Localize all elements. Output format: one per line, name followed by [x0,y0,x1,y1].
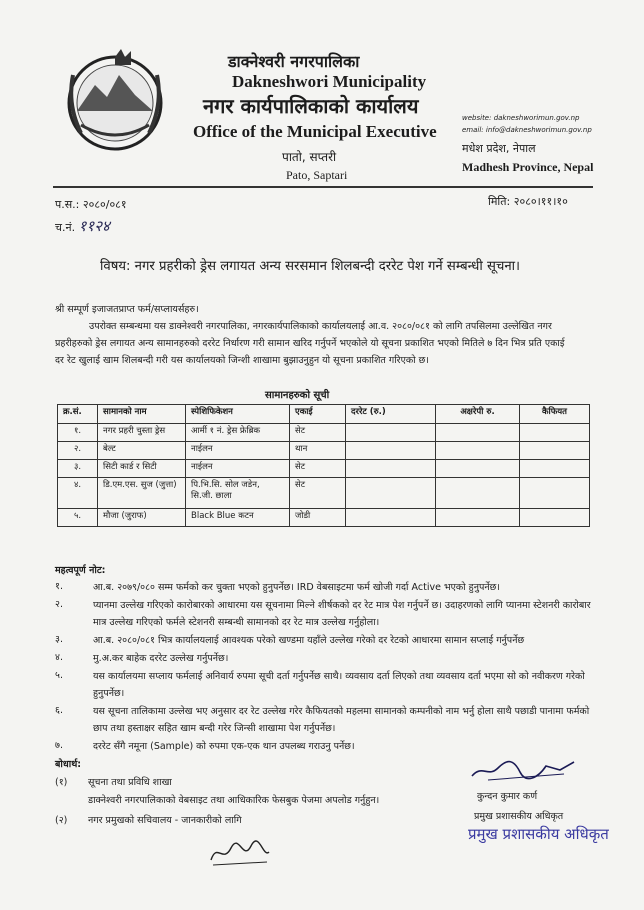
place-np: पातो, सप्तरी [282,150,337,164]
cell-sn: ४. [58,478,98,509]
ref-label: च.नं. [55,221,76,234]
note-number: ५. [55,670,63,681]
cell-remarks [520,442,590,460]
note-text: यस सूचना तालिकामा उल्लेख भए अनुसार दर रेट उल्लेख गरेर कैफियतको महलमा सामानको कम्पनीको नाम भर्नु होला साथै पछाडी पानामा फर्मको छाप तथा हस्ताक्षर सहित खाम बन्दी गरेर जिन्सी शाखामा पेश गर्नुपर्नेछ। [93,706,590,734]
bodhartha-title: बोधार्थ: [55,759,82,770]
note-item [55,738,595,755]
note-text: प्यानमा उल्लेख गरिएको कारोबारको आधारमा यस सूचनामा मिल्ने शीर्षकको दर रेट मात्र पेश गर्नुपर्ने छ। उदाहरणको लागि प्यानमा स्टेशनरी कारोबार मात्र उल्लेख गरिएको फर्मले स्टेशनरी सम्बन्धी सामानको दर रेट मात्र उल्लेख गर्नुहोला। [93,600,591,628]
cell-sn: १. [58,424,98,442]
table-row [58,509,590,527]
cell-name: मौजा (जुराफ) [98,509,186,527]
initials-signature-icon [205,838,275,868]
col-header: सामानको नाम [98,405,186,424]
cell-name: सिटी कार्ड र सिटी [98,460,186,478]
cell-sn: ३. [58,460,98,478]
note-item [55,597,595,631]
table-row [58,478,590,509]
note-number: २. [55,599,63,610]
table-row [58,460,590,478]
cell-spec: नाईलन [186,442,290,460]
cell-unit: सेट [290,424,346,442]
note-item [55,650,595,667]
col-header: अक्षरेपी रु. [436,405,520,424]
table-title: सामानहरुको सूची [265,390,330,401]
cell-sn: २. [58,442,98,460]
col-header: एकाई [290,405,346,424]
salutation: श्री सम्पूर्ण इजाजतप्राप्त फर्म/सप्लायर्सहरु। [55,304,199,315]
cell-remarks [520,424,590,442]
cell-rate [346,460,436,478]
note-item [55,668,595,702]
cell-name: नगर प्रहरी चुस्ता ड्रेस [98,424,186,442]
note-item [55,703,595,737]
cell-words [436,478,520,509]
col-header: क्र.सं. [58,405,98,424]
note-text: आ.ब. २०७९/०८० सम्म फर्मको कर चुक्ता भएको हुनुपर्नेछ। IRD वेबसाइटमा फर्म खोजी गर्दा Active भएको हुनुपर्नेछ। [93,582,500,593]
bodhartha-number: (२) [55,815,68,826]
website-text: website: dakneshworimun.gov.np [462,114,580,122]
subject-line: विषय: नगर प्रहरीको ड्रेस लगायत अन्य सरसमान शिलबन्दी दररेट पेश गर्ने सम्बन्धी सूचना। [100,259,521,274]
officer-signature-icon [468,756,578,782]
cell-spec: नाईलन [186,460,290,478]
table-row [58,424,590,442]
cell-sn: ५. [58,509,98,527]
cell-name: बेल्ट [98,442,186,460]
table-header-row [58,405,590,424]
cell-words [436,509,520,527]
note-number: ६. [55,705,63,716]
cell-unit: सेट [290,478,346,509]
cell-words [436,442,520,460]
cell-spec: Black Blue कटन [186,509,290,527]
bodhartha-number: (१) [55,777,68,788]
officer-stamp: प्रमुख प्रशासकीय अधिकृत [468,825,609,843]
cell-spec: पि.भि.सि. सोल जडेन, सि.जी. छाला [186,478,290,509]
cell-words [436,460,520,478]
cell-words [436,424,520,442]
notice-date: मिति: २०८०।११।१० [488,195,568,208]
header-divider [53,186,593,188]
cell-rate [346,424,436,442]
cell-rate [346,478,436,509]
note-text: आ.ब. २०८०/०८१ भित्र कार्यालयलाई आवश्यक परेको खण्डमा यहाँले उल्लेख गरेको दर रेटको आधारमा सामान सप्लाई गर्नुपर्नेछ [93,635,525,646]
province-np: मधेश प्रदेश, नेपाल [462,142,536,155]
cell-unit: थान [290,442,346,460]
office-name-en: Office of the Municipal Executive [193,122,437,141]
note-number: १. [55,581,63,592]
bodhartha-recipient: सूचना तथा प्रविधि शाखा [88,777,172,788]
note-text: मु.अ.कर बाहेक दररेट उल्लेख गर्नुपर्नेछ। [93,653,229,664]
cell-name: डि.एम.एस. सुज (जुत्ता) [98,478,186,509]
office-name-np: नगर कार्यपालिकाको कार्यालय [203,94,419,118]
bodhartha-recipient: नगर प्रमुखको सचिवालय - जानकारीको लागि [88,815,242,826]
officer-name: कुन्दन कुमार कर्ण [477,791,538,802]
note-text: दररेट सँगै नमूना (Sample) को रुपमा एक-एक थान उपलब्ध गराउनु पर्नेछ। [93,741,355,752]
cell-unit: जोडी [290,509,346,527]
body-paragraph: उपरोक्त सम्बन्धमा यस डाक्नेश्वरी नगरपालिका, नगरकार्यपालिकाको कार्यालयलाई आ.व. २०८०/०८१ को लागि तपसिलमा उल्लेखित नगर प्रहरीहरुको ड्रेस लगायत अन्य सामानहरुको दररेट निर्धारण गरी सामान खरिद गर्नुपर्ने भएकोले यो सूचना प्रकाशित भएको मितिले ७ दिन भित्र प्रति एकाई दर रेट खुलाई खाम शिलबन्दी गरी यस कार्यालयको जिन्शी शाखामा बुझाउनुहुन यो सूचना प्रकाशित गरिएको छ। [55,321,565,366]
note-number: ३. [55,634,63,645]
note-text: यस कार्यालयमा सप्लाय फर्मलाई अनिवार्य रुपमा सूची दर्ता गर्नुपर्नेछ साथै। व्यवसाय दर्ता लिएको तथा व्यवसाय दर्ता भएमा सो को नवीकरण गरेको हुनुपर्नेछ। [93,671,585,699]
place-en: Pato, Saptari [286,168,348,182]
ref-number-handwritten: ११२४ [78,217,110,235]
cell-remarks [520,460,590,478]
fiscal-year: प.स.: २०८०/०८१ [55,198,127,211]
nepal-emblem-icon [55,45,175,155]
note-item [55,632,595,649]
note-item [55,579,595,596]
col-header: कैफियत [520,405,590,424]
col-header: स्पेशिफिकेशन [186,405,290,424]
col-header: दररेट (रु.) [346,405,436,424]
officer-role: प्रमुख प्रशासकीय अधिकृत [474,811,564,822]
reference-number [55,216,110,236]
note-number: ७. [55,740,63,751]
email-text: email: info@dakneshworimun.gov.np [462,126,592,134]
bodhartha-detail: डाक्नेश्वरी नगरपालिकाको वेबसाइट तथा आधिकारिक फेसबुक पेजमा अपलोड गर्नुहुन। [88,795,380,806]
province-en: Madhesh Province, Nepal [462,160,594,174]
cell-rate [346,509,436,527]
items-table [57,404,590,527]
cell-remarks [520,509,590,527]
notes-title: महत्वपूर्ण नोट: [55,565,106,576]
cell-spec: आर्मी १ नं. ड्रेस फ्रेब्रिक [186,424,290,442]
cell-rate [346,442,436,460]
municipality-name-np: डाक्नेश्वरी नगरपालिका [228,52,360,71]
cell-unit: सेट [290,460,346,478]
cell-remarks [520,478,590,509]
municipality-name-en: Dakneshwori Municipality [232,72,427,91]
table-row [58,442,590,460]
note-number: ४. [55,652,63,663]
